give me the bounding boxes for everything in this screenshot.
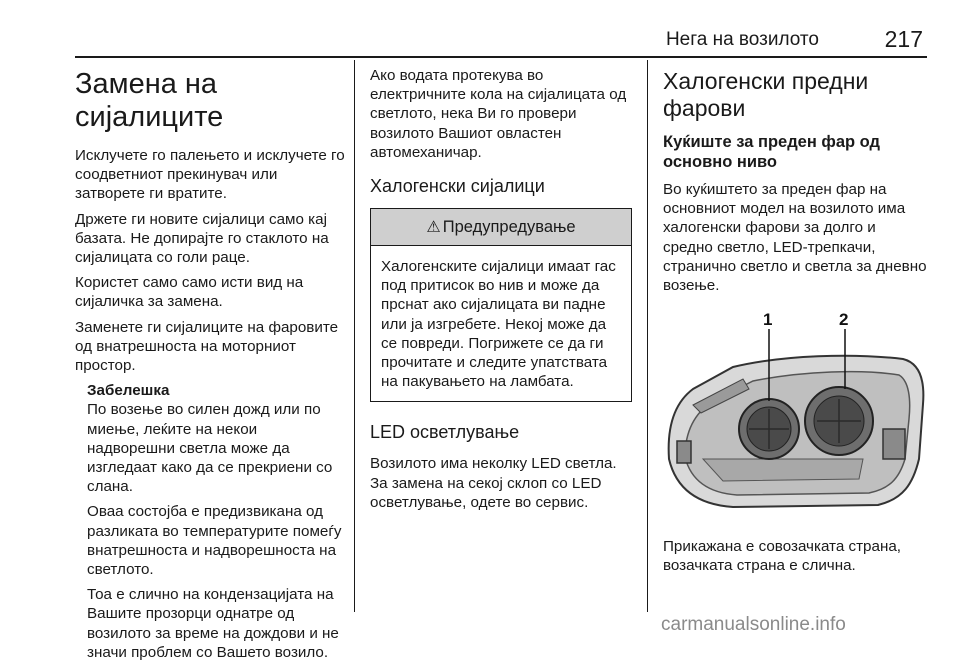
figure-label-1: 1 — [763, 310, 773, 330]
note-block — [75, 381, 347, 662]
note-paragraph: Оваа состојба е предизвикана од разликата во температурите помеѓу внатрешноста и надворешноста на светлото. — [87, 503, 342, 579]
warning-title: Предупредување — [442, 218, 576, 237]
paragraph: Возилото има неколку LED светла. За замена на секој склоп со LED осветлување, одете во сервис. — [370, 455, 617, 511]
page-header — [75, 26, 927, 56]
paragraph: Ако водата протекува во електричните кола на сијалицата од светлото, нека Ви го провери возилото Вашиот овластен автомеханичар. — [370, 67, 627, 161]
paragraph: Заменете ги сијалиците на фаровите од внатрешноста на моторниот простор. — [75, 318, 339, 375]
note-paragraph: Тоа е слично на кондензацијата на Вашите прозорци однатре од возилото за време на дождови и не значи проблем со Вашето возило. — [87, 586, 339, 661]
paragraph: Исклучете го палењето и исклучете го соодветниот прекинувач или затворете ги вратите. — [75, 147, 345, 203]
page-number: 217 — [884, 26, 923, 52]
column-divider-1 — [354, 60, 355, 612]
figure-caption: Прикажана е совозачката страна, возачката страна е слична. — [663, 538, 902, 575]
housing-subheading: Куќиште за преден фар од основно ниво — [663, 133, 881, 171]
halogen-bulbs-heading: Халогенски сијалици — [370, 176, 545, 197]
led-lighting-heading: LED осветлување — [370, 422, 520, 443]
paragraph: Држете ги новите сијалици само кај базата. Не допирајте го стаклото на сијалицата со голи раце. — [75, 210, 329, 267]
housing-base — [703, 459, 863, 481]
connector — [677, 441, 691, 463]
warning-icon: ⚠ — [426, 219, 441, 237]
note-paragraph: По возење во силен дожд или по миење, леќите на некои надворешни светла може да изгледаат како да се прекриени со слана. — [87, 401, 333, 496]
column-1 — [75, 62, 347, 668]
column-2 — [370, 62, 632, 518]
column-3 — [663, 62, 927, 582]
warning-body — [371, 246, 631, 401]
warning-header — [371, 209, 631, 246]
halogen-headlights-title: Халогенски предни фарови — [663, 68, 869, 121]
headlight-illustration — [663, 309, 927, 521]
section-title: Нега на возилото — [665, 29, 819, 50]
figure-label-2: 2 — [839, 310, 849, 330]
header-rule — [75, 56, 927, 58]
connector — [883, 429, 905, 459]
warning-box — [370, 208, 632, 402]
headlight-figure — [663, 309, 927, 521]
column-divider-2 — [647, 60, 648, 612]
paragraph: Користет само само исти вид на сијаличка за замена. — [75, 274, 304, 311]
note-title: Забелешка — [87, 382, 170, 400]
warning-text: Халогенските сијалици имаат гас под притисок во нив и може да прснат ако сијалицата ви падне или ја изгребете. Некој може да се повреди. Погрижете се да ги прочитате и следите упатствата на пакувањето на ламбата. — [381, 258, 616, 391]
bulb-replacement-title: Замена на сијалиците — [75, 68, 224, 133]
watermark: carmanualsonline.info — [661, 614, 846, 635]
paragraph: Во куќиштето за преден фар на основниот модел на возилото има халогенски фарови за долго и средно светло, LED-трепкачи, странично светло и светла за дневно возење. — [663, 181, 927, 295]
